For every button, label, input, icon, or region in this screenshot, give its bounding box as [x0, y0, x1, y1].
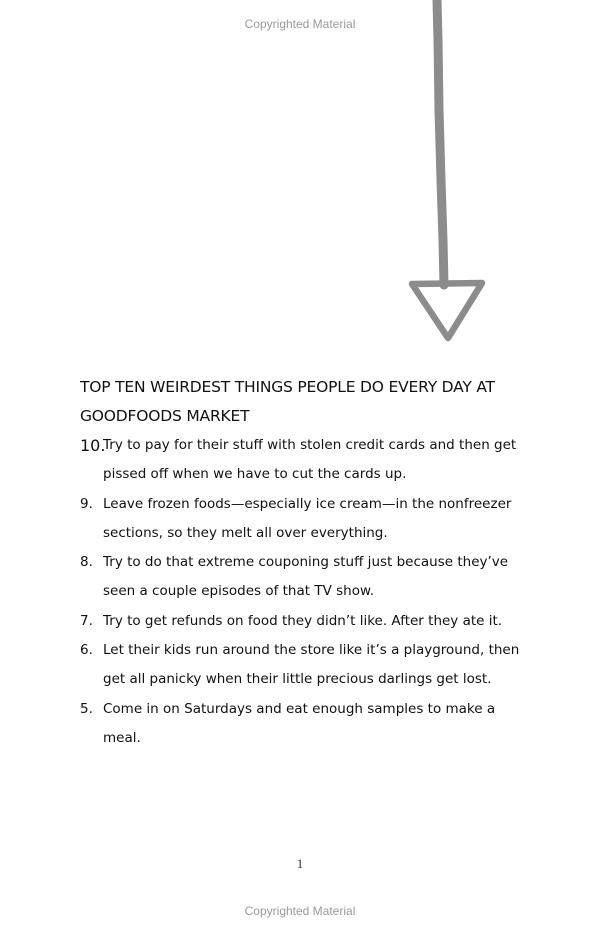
item-text: Try to do that extreme couponing stuff just because they’ve seen a couple episodes of that TV show. [103, 554, 509, 600]
list-item-6 [80, 636, 530, 695]
down-arrow-icon [400, 0, 500, 350]
item-text: Let their kids run around the store like it’s a playground, then get all panicky when their little precious darlings get lost. [103, 642, 520, 688]
list-item-5 [80, 695, 530, 754]
item-text: Leave frozen foods—especially ice cream—in the nonfreezer sections, so they melt all over everything. [103, 495, 512, 541]
copyright-watermark-bottom: Copyrighted Material [244, 904, 356, 918]
list-title-line-1: TOP TEN WEIRDEST THINGS PEOPLE DO EVERY DAY AT [80, 378, 495, 396]
arrow-head [412, 283, 482, 338]
list-title-line-2: GOODFOODS MARKET [80, 407, 250, 425]
copyright-watermark-top: Copyrighted Material [244, 17, 356, 31]
item-text: Try to get refunds on food they didn’t like. After they ate it. [103, 612, 503, 629]
list-title [80, 373, 540, 431]
list-item-8 [80, 548, 530, 607]
item-text: Come in on Saturdays and eat enough samples to make a meal. [103, 700, 496, 746]
weird-things-list [80, 431, 530, 753]
item-number: 10. [80, 436, 106, 455]
item-text: Try to pay for their stuff with stolen credit cards and then get pissed off when we have to cut the cards up. [103, 437, 517, 483]
item-number: 7. [80, 612, 93, 629]
list-item-7 [80, 607, 530, 636]
item-number: 6. [80, 642, 93, 659]
item-number: 5. [80, 700, 93, 717]
page-number: 1 [296, 856, 304, 871]
item-number: 9. [80, 495, 93, 512]
item-number: 8. [80, 554, 93, 571]
list-item-10 [80, 431, 530, 490]
list-item-9 [80, 490, 530, 549]
arrow-shaft [437, 0, 444, 285]
